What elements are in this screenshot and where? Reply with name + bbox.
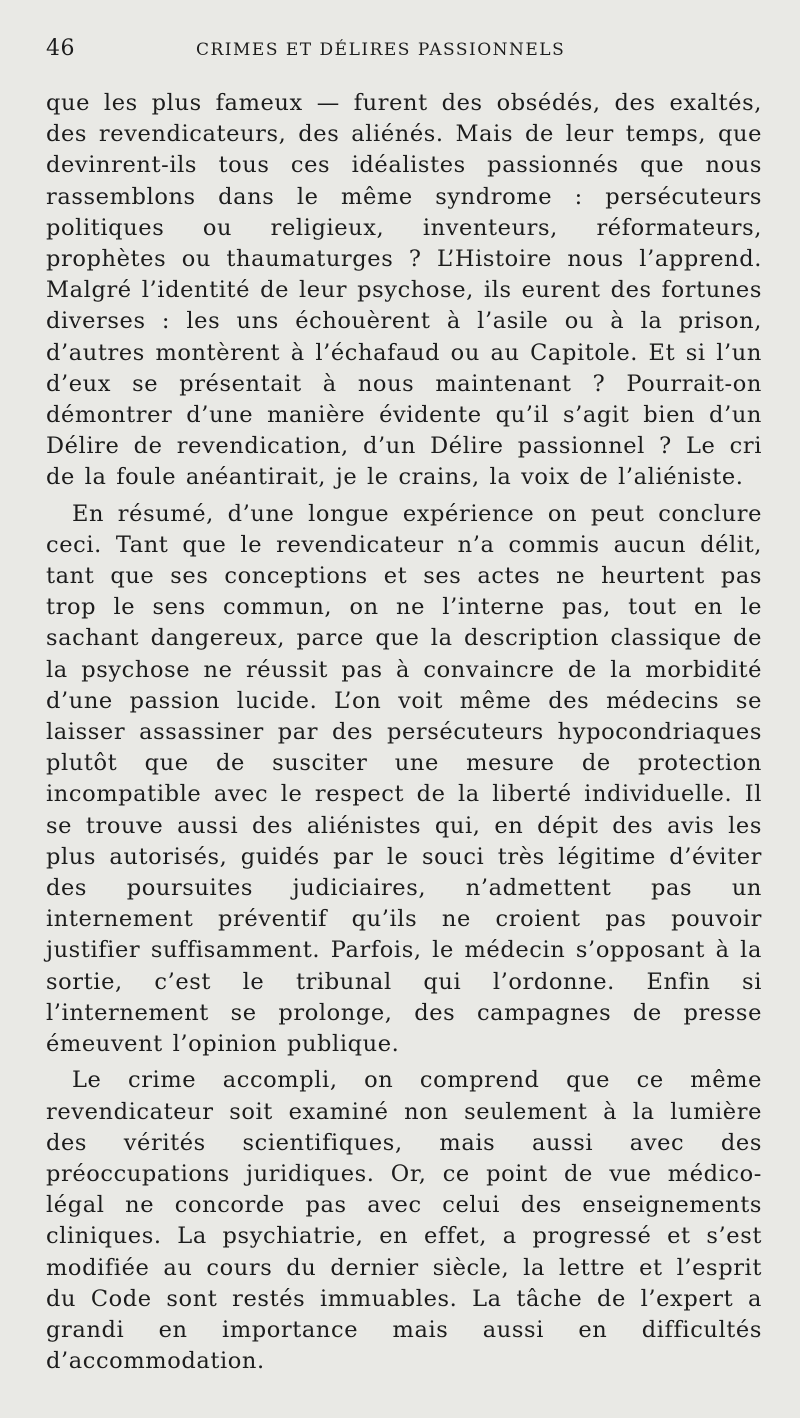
page-number: 46 <box>46 36 75 61</box>
paragraph-le-crime-accompli: Le crime accompli, on comprend que ce même revendicateur soit examiné non seulement à la lumière des vérités scientifiques, mais aussi avec des préoccupations juridiques. Or, ce point de vue médico-légal ne concorde pas avec celui des enseignements cliniques. La psychiatrie, en effet, a progressé et s’est modifiée au cours du dernier siècle, la lettre et l’esprit du Code sont restés immuables. La tâche de l’expert a grandi en importance mais aussi en difficultés d’accommodation. <box>46 1067 762 1375</box>
paragraph-continued: que les plus fameux — furent des obsédés, des exaltés, des revendicateurs, des aliénés. Mais de leur temps, que devinrent-ils tous ces idéalistes passionnés que nous rassemblons dans le même syndrome : persécuteurs politiques ou religieux, inventeurs, réformateurs, prophètes ou thaumaturges ? L’Histoire nous l’apprend. Malgré l’identité de leur psychose, ils eurent des fortunes diverses : les uns échouèrent à l’asile ou à la prison, d’autres montèrent à l’échafaud ou au Capitole. Et si l’un d’eux se présentait à nous maintenant ? Pourrait-on démontrer d’une manière évidente qu’il s’agit bien d’un Délire de revendication, d’un Délire passionnel ? Le cri de la foule anéantirait, je le crains, la voix de l’aliéniste. <box>46 90 762 491</box>
running-title: CRIMES ET DÉLIRES PASSIONNELS <box>196 40 566 60</box>
running-head <box>46 36 762 76</box>
body-text <box>46 88 762 1377</box>
paragraph-en-resume: En résumé, d’une longue expérience on peut conclure ceci. Tant que le revendicateur n’a commis aucun délit, tant que ses conceptions et ses actes ne heurtent pas trop le sens commun, on ne l’interne pas, tout en le sachant dangereux, parce que la description classique de la psychose ne réussit pas à convaincre de la morbidité d’une passion lucide. L’on voit même des médecins se laisser assassiner par des persécuteurs hypocondriaques plutôt que de susciter une mesure de protection incompatible avec le respect de la liberté individuelle. Il se trouve aussi des aliénistes qui, en dépit des avis les plus autorisés, guidés par le souci très légitime d’éviter des poursuites judiciaires, n’admettent pas un internement préventif qu’ils ne croient pas pouvoir justifier suffisamment. Parfois, le médecin s’opposant à la sortie, c’est le tribunal qui l’ordonne. Enfin si l’internement se prolonge, des campagnes de presse émeuvent l’opinion publique. <box>46 500 762 1058</box>
